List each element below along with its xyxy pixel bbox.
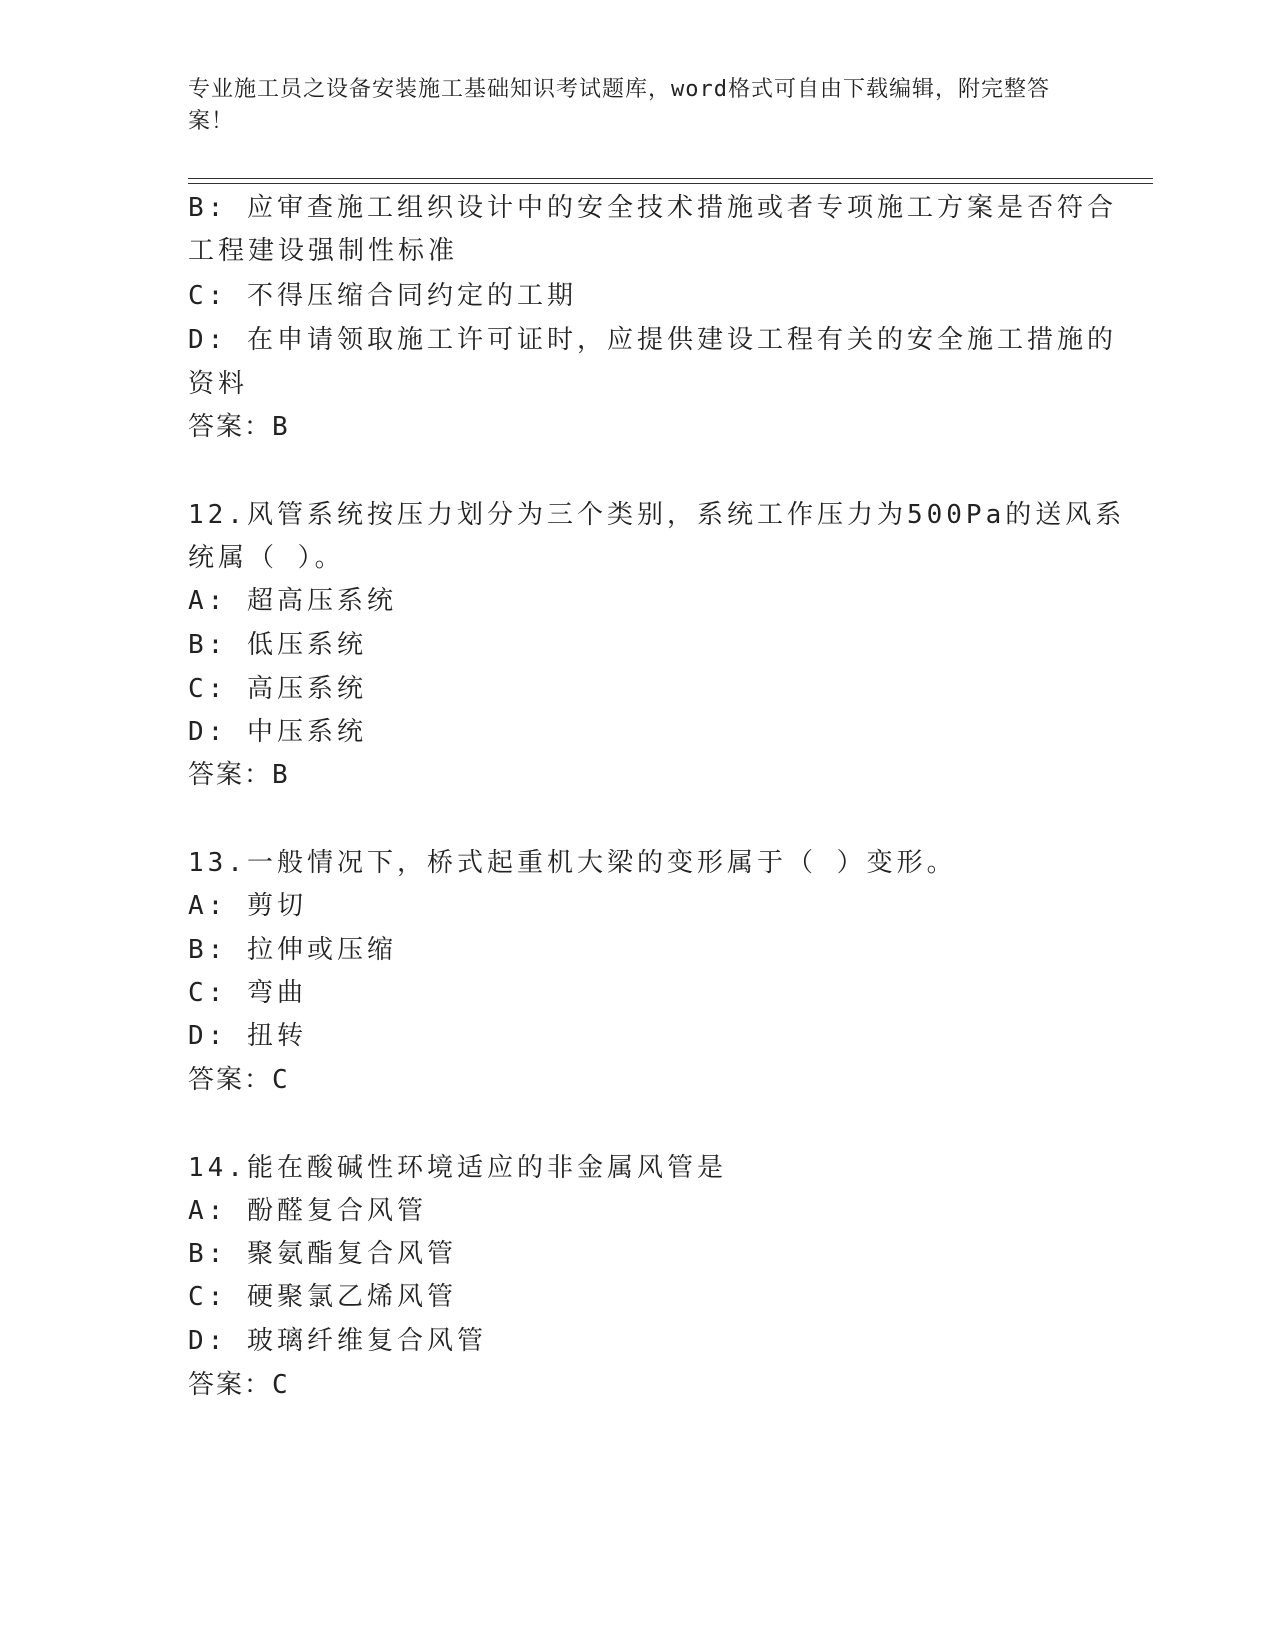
question-13-option-a: A: 剪切: [188, 891, 307, 921]
document-header: 专业施工员之设备安装施工基础知识考试题库，word格式可自由下载编辑，附完整答案！: [188, 77, 1050, 134]
question-14-option-c: C: 硬聚氯乙烯风管: [188, 1282, 457, 1312]
option-d-line2: 资料: [188, 369, 249, 399]
question-12-stem-line1: 12.风管系统按压力划分为三个类别，系统工作压力为500Pa的送风系: [188, 500, 1126, 530]
question-13-answer: 答案：C: [188, 1065, 290, 1095]
answer: 答案：B: [188, 412, 290, 442]
question-12-option-b: B: 低压系统: [188, 630, 367, 660]
question-12-stem-line2: 统属（ ）。: [188, 543, 345, 573]
question-14-option-a: A: 酚醛复合风管: [188, 1196, 427, 1226]
question-12-option-d: D: 中压系统: [188, 717, 367, 747]
question-13-option-d: D: 扭转: [188, 1021, 307, 1051]
option-b-line1: B: 应审查施工组织设计中的安全技术措施或者专项施工方案是否符合: [188, 193, 1117, 223]
question-14-stem-line1: 14.能在酸碱性环境适应的非金属风管是: [188, 1153, 727, 1183]
question-12-answer: 答案：B: [188, 760, 290, 790]
question-13-stem-line1: 13.一般情况下，桥式起重机大梁的变形属于（ ）变形。: [188, 848, 957, 878]
option-c: C: 不得压缩合同约定的工期: [188, 281, 577, 311]
option-d-line1: D: 在申请领取施工许可证时，应提供建设工程有关的安全施工措施的: [188, 325, 1117, 355]
header-rule-top: [188, 178, 1153, 179]
question-14-answer: 答案：C: [188, 1370, 290, 1400]
question-13-option-b: B: 拉伸或压缩: [188, 935, 397, 965]
header-rule-bottom: [188, 183, 1153, 184]
question-12-option-a: A: 超高压系统: [188, 586, 397, 616]
question-12-option-c: C: 高压系统: [188, 674, 367, 704]
question-14-option-b: B: 聚氨酯复合风管: [188, 1239, 457, 1269]
question-13-option-c: C: 弯曲: [188, 978, 307, 1008]
option-b-line2: 工程建设强制性标准: [188, 236, 459, 266]
question-14-option-d: D: 玻璃纤维复合风管: [188, 1326, 487, 1356]
